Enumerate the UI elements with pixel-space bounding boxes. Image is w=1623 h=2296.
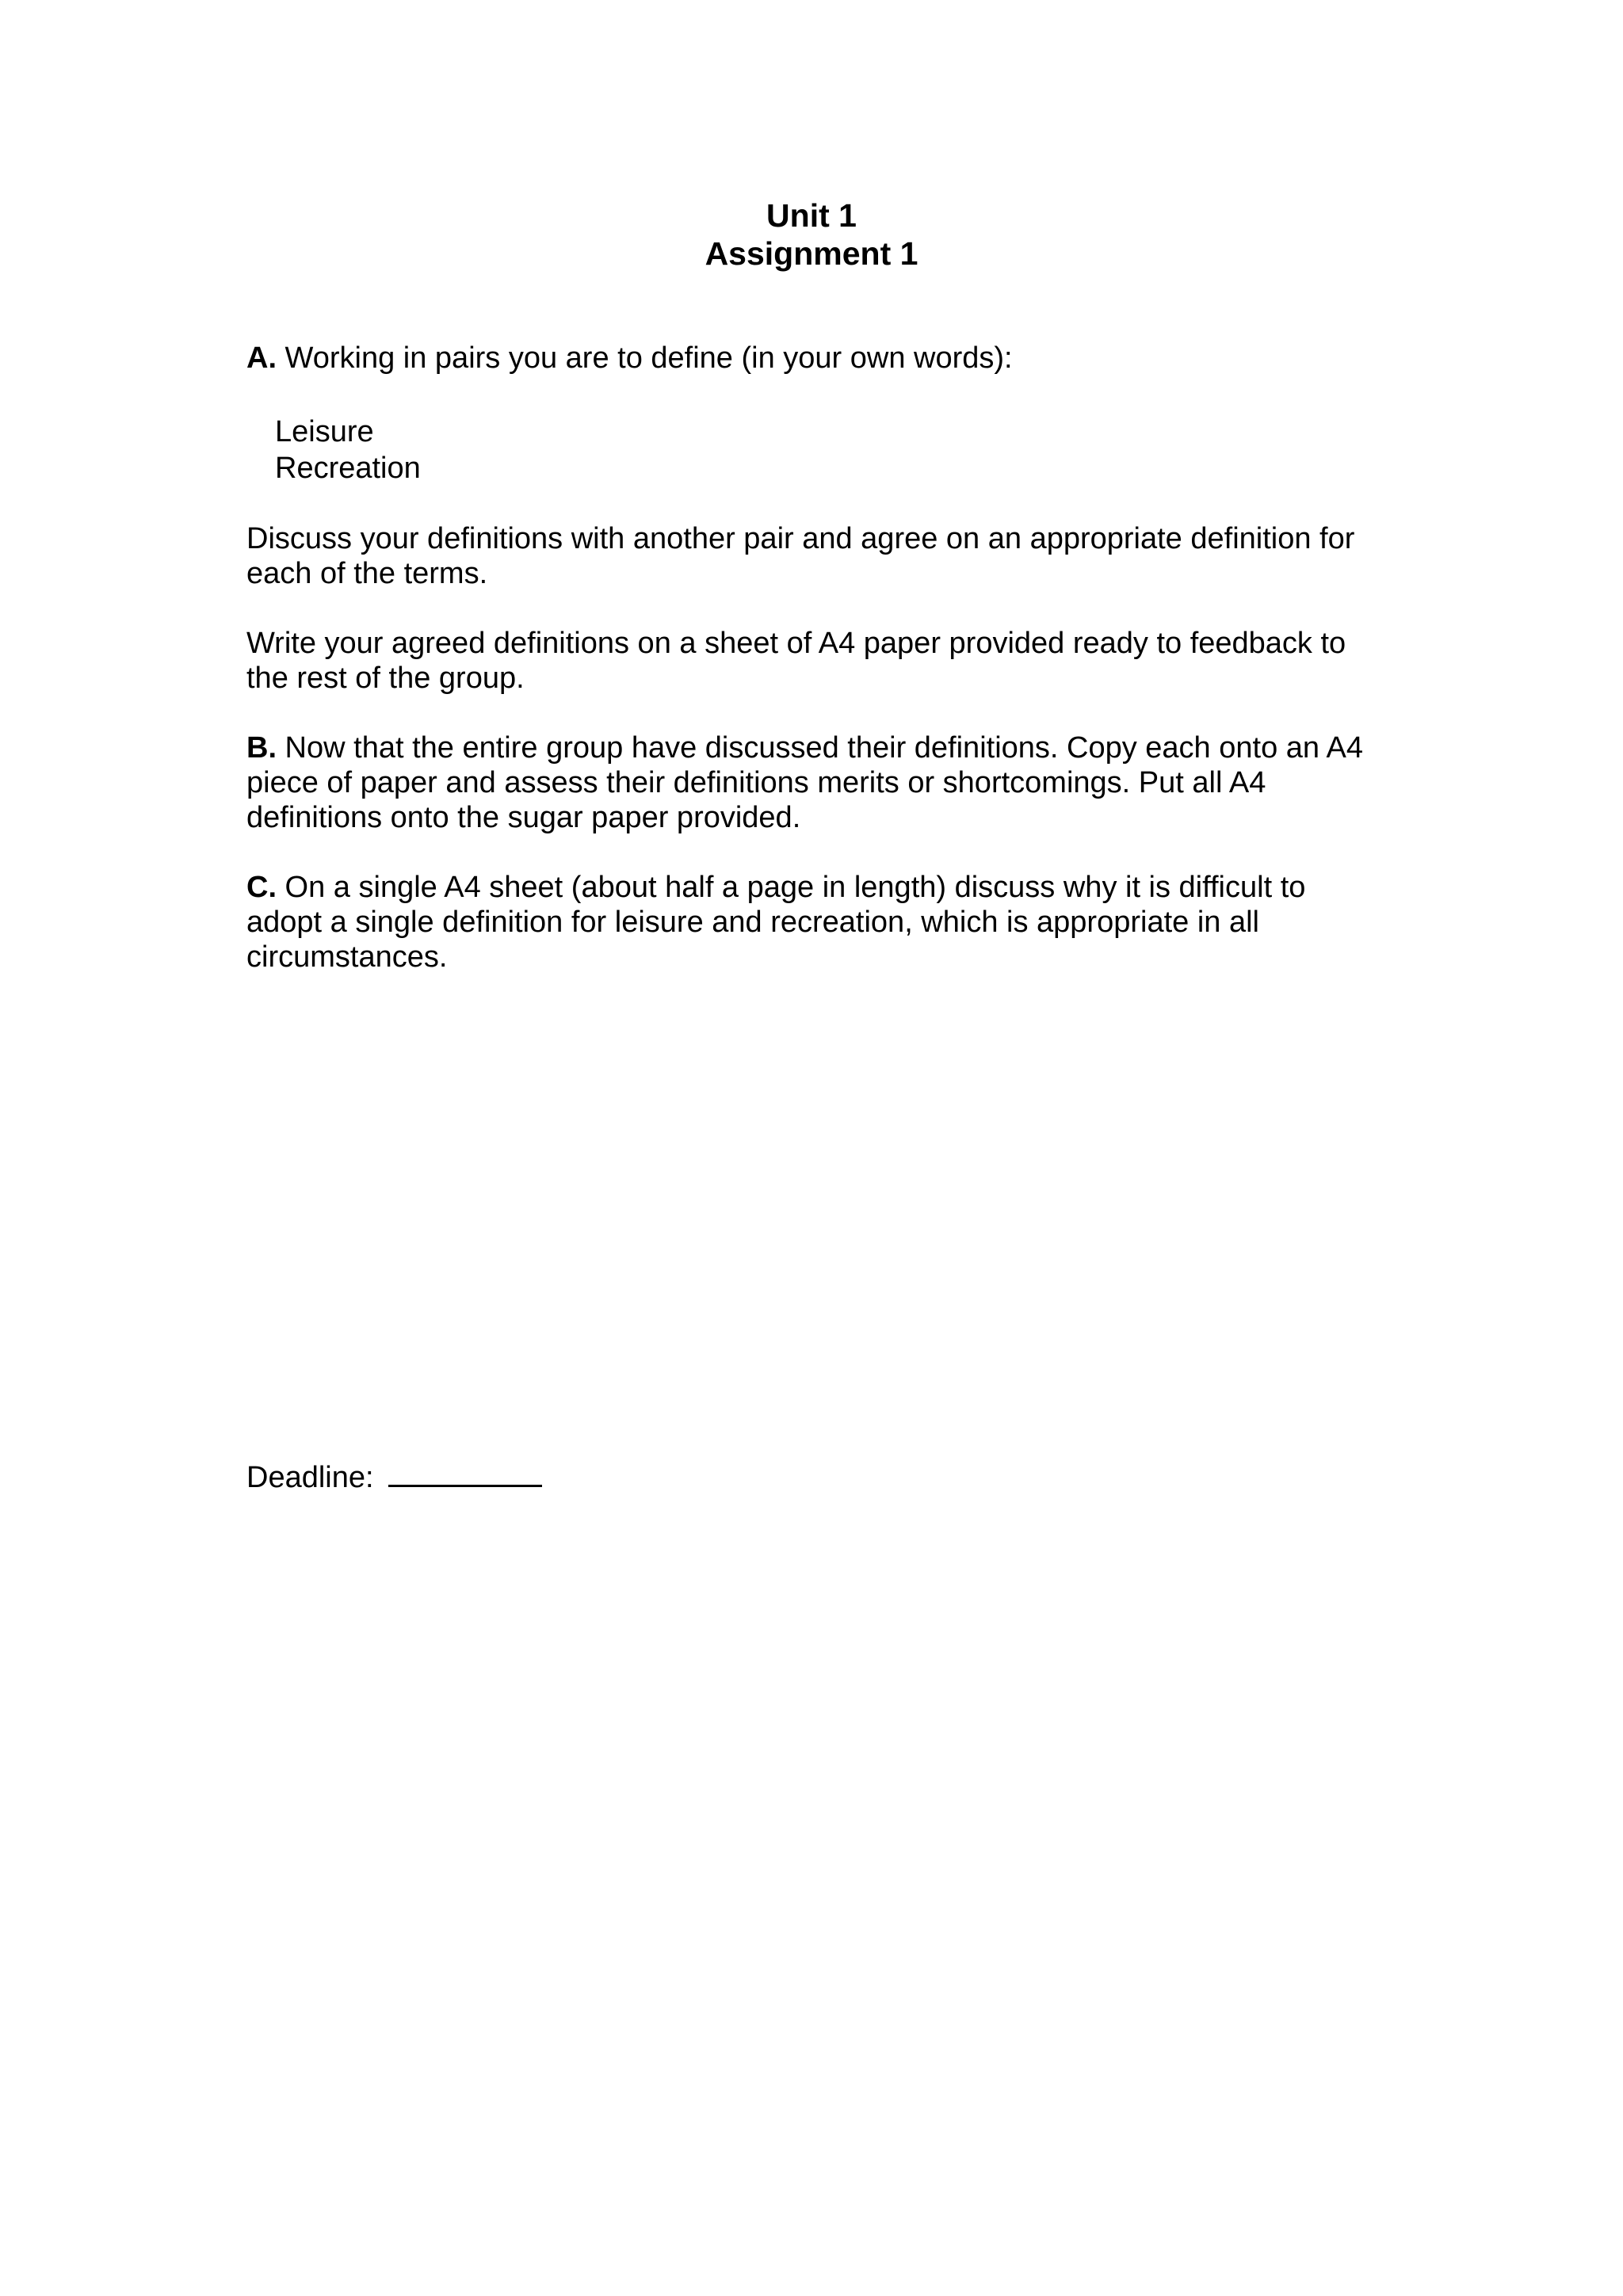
write-paragraph [246,626,1396,696]
write-line-1: Write your agreed definitions on a sheet of A4 paper provided ready to feedback to [246,627,1346,660]
section-b-label: B. [246,731,277,765]
deadline-label: Deadline: [246,1461,374,1494]
assignment-heading: Assignment 1 [705,235,918,272]
term-leisure: Leisure [275,415,374,448]
section-a-label: A. [246,341,277,375]
section-c-line-3: circumstances. [246,940,448,974]
discuss-line-1: Discuss your definitions with another pair and agree on an appropriate definition for [246,522,1355,555]
section-b-paragraph [246,730,1396,835]
deadline-row [246,1458,1396,1495]
section-b-line-3: definitions onto the sugar paper provided. [246,801,801,834]
section-b-line-1 [246,730,1396,765]
section-a-intro-text: Working in pairs you are to define (in your own words): [277,341,1013,375]
section-c-paragraph [246,870,1396,974]
section-b-line-1-text: Now that the entire group have discussed their definitions. Copy each onto an A4 [277,731,1363,765]
section-c-line-1-text: On a single A4 sheet (about half a page in length) discuss why it is difficult to [277,871,1306,904]
deadline-blank-line [388,1458,542,1487]
write-line-2: the rest of the group. [246,662,525,695]
discuss-line-2: each of the terms. [246,557,488,590]
section-a-intro [246,341,1396,376]
document-title [0,196,1623,273]
unit-heading: Unit 1 [766,197,857,234]
section-b-line-2: piece of paper and assess their definitions merits or shortcomings. Put all A4 [246,766,1266,799]
term-recreation: Recreation [275,452,421,485]
discuss-paragraph [246,521,1396,591]
section-c-line-2: adopt a single definition for leisure and recreation, which is appropriate in all [246,906,1259,939]
section-c-line-1 [246,870,1396,905]
section-c-label: C. [246,871,277,904]
